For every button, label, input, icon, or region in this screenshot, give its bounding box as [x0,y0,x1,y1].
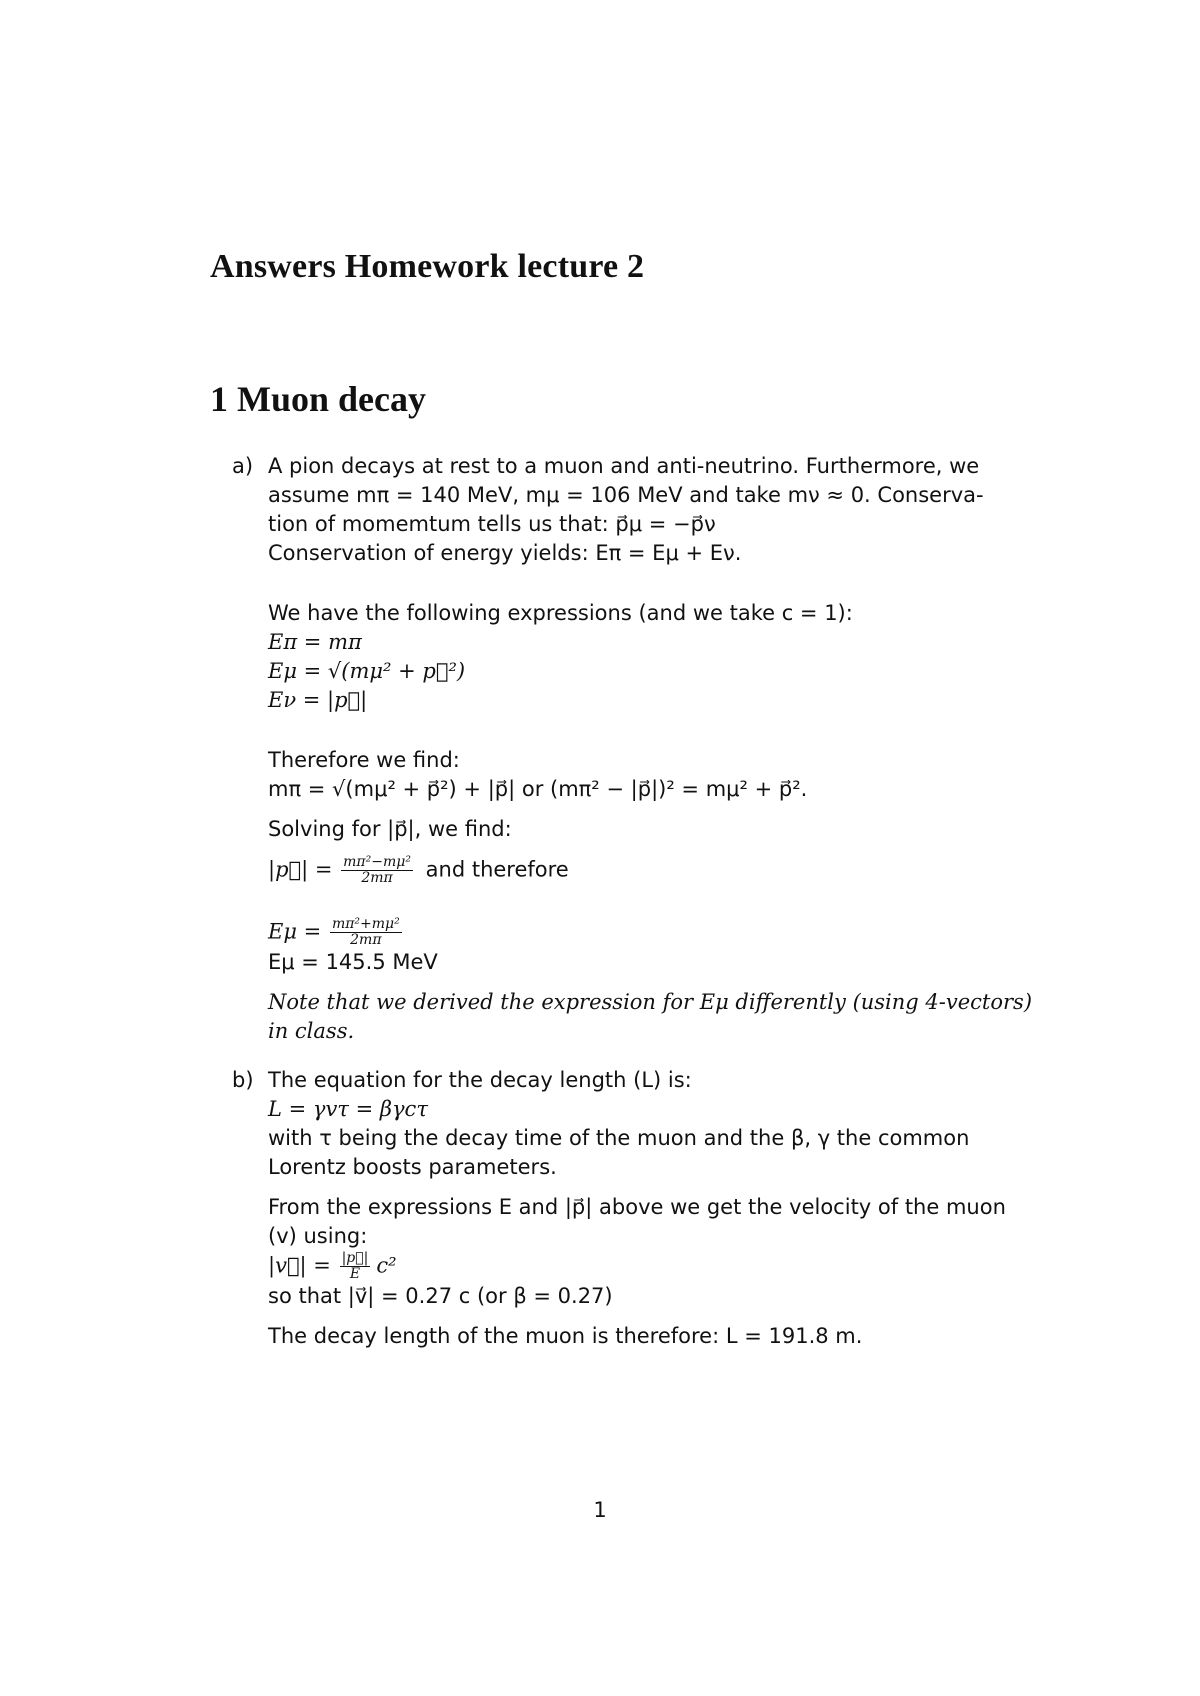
text-line: tion of momemtum tells us that: p⃗μ = −p⃗ν [268,512,716,536]
expressions-intro: We have the following expressions (and we take c = 1): [268,601,853,625]
note-line: in class. [268,1019,355,1043]
equation-line: mπ = √(mμ² + p⃗²) + |p⃗| or (mπ² − |p⃗|)² = mμ² + p⃗². [268,777,808,801]
text-line: Conservation of energy yields: Eπ = Eμ + Eν. [268,541,742,565]
text-line: A pion decays at rest to a muon and anti-neutrino. Furthermore, we [268,454,980,478]
fraction-numerator: mπ²−mμ² [343,854,411,870]
item-marker-a: a) [232,454,254,478]
expression-line: Eπ = mπ [268,630,362,654]
formula-rest: c² [376,1253,397,1278]
text-line: with τ being the decay time of the muon and the β, γ the common [268,1126,970,1150]
text-line: Lorentz boosts parameters. [268,1155,557,1179]
formula-lhs: Eμ = [268,919,322,944]
fraction-denominator: E [349,1266,361,1282]
document-title: Answers Homework lecture 2 [210,248,645,285]
text-line: The equation for the decay length (L) is: [268,1068,692,1092]
text-line: assume mπ = 140 MeV, mμ = 106 MeV and take mν ≈ 0. Conserva- [268,483,984,507]
document-body [210,452,1033,1351]
formula-lhs: |p⃗| = [268,857,333,882]
fraction [341,855,413,886]
item-marker-b: b) [232,1068,254,1092]
equation-line: L = γvτ = βγcτ [268,1097,428,1121]
fraction-numerator: mπ²+mμ² [331,916,400,932]
formula-lhs: |v⃗| = [268,1253,331,1278]
expression-line: Eμ = √(mμ² + p⃗²) [268,659,466,683]
fraction [330,917,402,948]
section-heading: 1 Muon decay [210,379,426,419]
velocity-formula [268,1251,1010,1282]
fraction [340,1251,371,1282]
page-number: 1 [593,1498,607,1522]
note-line: Note that we derived the expression for Eμ differently (using 4-vectors) [268,990,1033,1014]
energy-value: Eμ = 145.5 MeV [268,950,438,974]
answer-part-a [210,452,1033,1046]
answer-part-b [210,1066,1010,1351]
text-line: (v) using: [268,1224,368,1248]
text-line: From the expressions E and |p⃗| above we get the velocity of the muon [268,1195,1006,1219]
therefore-text: Therefore we find: [268,748,460,772]
energy-formula [268,917,1010,948]
expression-line: Eν = |p⃗| [268,688,368,712]
fraction-denominator: 2mπ [350,932,382,948]
velocity-value: so that |v⃗| = 0.27 c (or β = 0.27) [268,1284,613,1308]
formula-rest: and therefore [425,857,569,882]
solving-text: Solving for |p⃗|, we find: [268,817,512,841]
fraction-denominator: 2mπ [361,870,393,886]
momentum-formula [268,855,1010,886]
conclusion-line: The decay length of the muon is therefore: L = 191.8 m. [268,1324,863,1348]
fraction-numerator: |p⃗| [341,1250,369,1266]
